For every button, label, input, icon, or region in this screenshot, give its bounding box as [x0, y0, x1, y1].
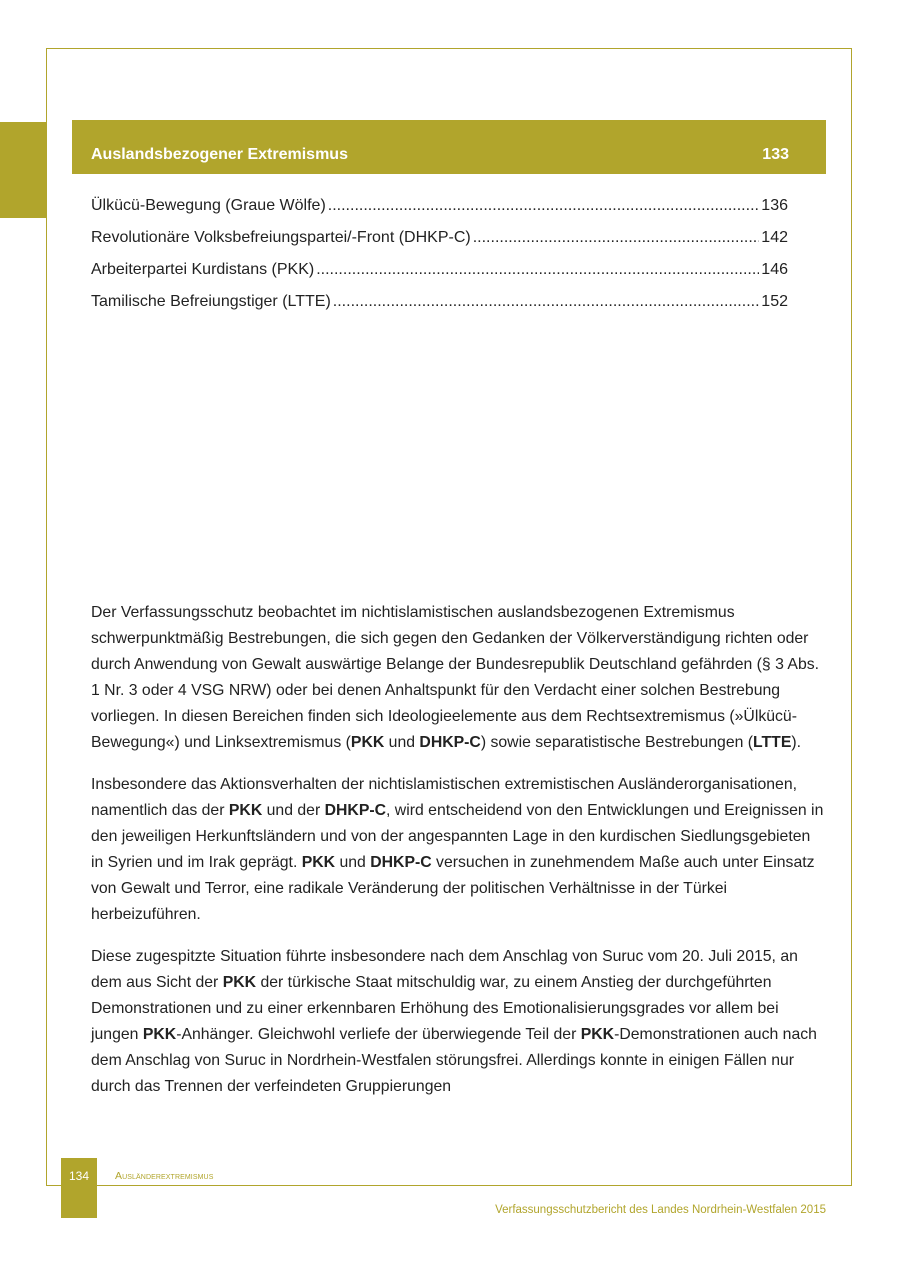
- chapter-side-tab: [0, 122, 46, 218]
- text-run: und: [335, 854, 371, 871]
- text-run: , wird entscheidend von den Entwicklungen und Ereignissen in den jeweiligen Herkunftsländern und von der angespannten Lage in den kurdischen Siedlungsgebieten in Syrien und im Irak geprägt.: [91, 802, 824, 871]
- section-header: [72, 120, 826, 174]
- text-run: und: [384, 734, 420, 751]
- body-text: [91, 600, 826, 1116]
- toc-entry-page: 146: [761, 261, 788, 278]
- text-run: Insbesondere das Aktionsverhalten der nichtislamistischen extremistischen Ausländerorganisationen, namentlich das der: [91, 776, 797, 819]
- toc-entry-page: 136: [761, 197, 788, 214]
- bold-term: PKK: [301, 854, 336, 871]
- text-run: Der Verfassungsschutz beobachtet im nichtislamistischen auslandsbezogenen Extremismus schwerpunktmäßig Bestrebungen, die sich gegen den Gedanken der Völkerverständigung richten oder durch Anwendung von Gewalt auswärtige Belange der Bundesrepublik Deutschland gefährden (§ 3 Abs. 1 Nr. 3 oder 4 VSG NRW) oder bei denen Anhaltspunkt für den Verdacht einer solchen Bestrebung vorliegen. In diesen Bereichen finden sich Ideologieelemente aus dem Rechtsextremismus (»Ülkücü-Bewegung«) und Linksextremismus (: [91, 604, 820, 751]
- section-page: 133: [762, 146, 789, 163]
- toc-leader-dots: [473, 228, 760, 248]
- paragraph-1: [91, 600, 826, 756]
- toc-entry-title: Revolutionäre Volksbefreiungspartei/-Front (DHKP-C): [91, 229, 471, 246]
- bold-term: PKK: [228, 802, 263, 819]
- page-number-box: [61, 1158, 97, 1218]
- text-run: Diese zugespitzte Situation führte insbesondere nach dem Anschlag von Suruc vom 20. Juli 2015, an dem aus Sicht der: [91, 948, 798, 991]
- running-head: Ausländerextremismus: [115, 1170, 214, 1182]
- text-run: ).: [791, 734, 802, 751]
- toc-entry-title: Tamilische Befreiungstiger (LTTE): [91, 293, 331, 310]
- text-run: -Anhänger. Gleichwohl verliefe der überwiegende Teil der: [176, 1026, 581, 1043]
- toc-entry[interactable]: [91, 292, 788, 324]
- toc-leader-dots: [333, 292, 760, 312]
- section-title: Auslandsbezogener Extremismus: [91, 146, 348, 163]
- text-run: ) sowie separatistische Bestrebungen (: [480, 734, 754, 751]
- toc-leader-dots: [328, 196, 760, 216]
- bold-term: PKK: [142, 1026, 177, 1043]
- bold-term: DHKP-C: [370, 854, 432, 871]
- toc-entry[interactable]: [91, 196, 788, 228]
- report-title: Verfassungsschutzbericht des Landes Nordrhein-Westfalen 2015: [495, 1204, 826, 1216]
- paragraph-3: [91, 944, 826, 1100]
- toc-entry-title: Arbeiterpartei Kurdistans (PKK): [91, 261, 315, 278]
- toc-entry[interactable]: [91, 228, 788, 260]
- bold-term: DHKP-C: [324, 802, 387, 819]
- text-run: -Demonstrationen auch nach dem Anschlag von Suruc in Nordrhein-Westfalen störungsfrei. Allerdings konnte in einigen Fällen nur durch das Trennen der verfeindeten Gruppierungen: [91, 1026, 817, 1095]
- toc-entry-title: Ülkücü-Bewegung (Graue Wölfe): [91, 197, 326, 214]
- bold-term: PKK: [350, 734, 385, 751]
- toc-entry-page: 142: [761, 229, 788, 246]
- bold-term: PKK: [222, 974, 257, 991]
- page-number: 134: [68, 1169, 90, 1183]
- toc-entry-page: 152: [761, 293, 788, 310]
- toc-leader-dots: [316, 260, 759, 280]
- table-of-contents: [91, 196, 788, 324]
- text-run: versuchen in zunehmendem Maße auch unter Einsatz von Gewalt und Terror, eine radikale Veränderung der politischen Verhältnisse in der Türkei herbeizuführen.: [91, 854, 815, 923]
- text-run: der türkische Staat mitschuldig war, zu einem Anstieg der durchgeführten Demonstrationen und zu einer erkennbaren Erhöhung des Emotionalisierungsgrades vor allem bei jungen: [91, 974, 779, 1043]
- text-run: und der: [262, 802, 325, 819]
- toc-entry[interactable]: [91, 260, 788, 292]
- bold-term: LTTE: [753, 734, 792, 751]
- bold-term: PKK: [580, 1026, 615, 1043]
- paragraph-2: [91, 772, 826, 928]
- bold-term: DHKP-C: [419, 734, 481, 751]
